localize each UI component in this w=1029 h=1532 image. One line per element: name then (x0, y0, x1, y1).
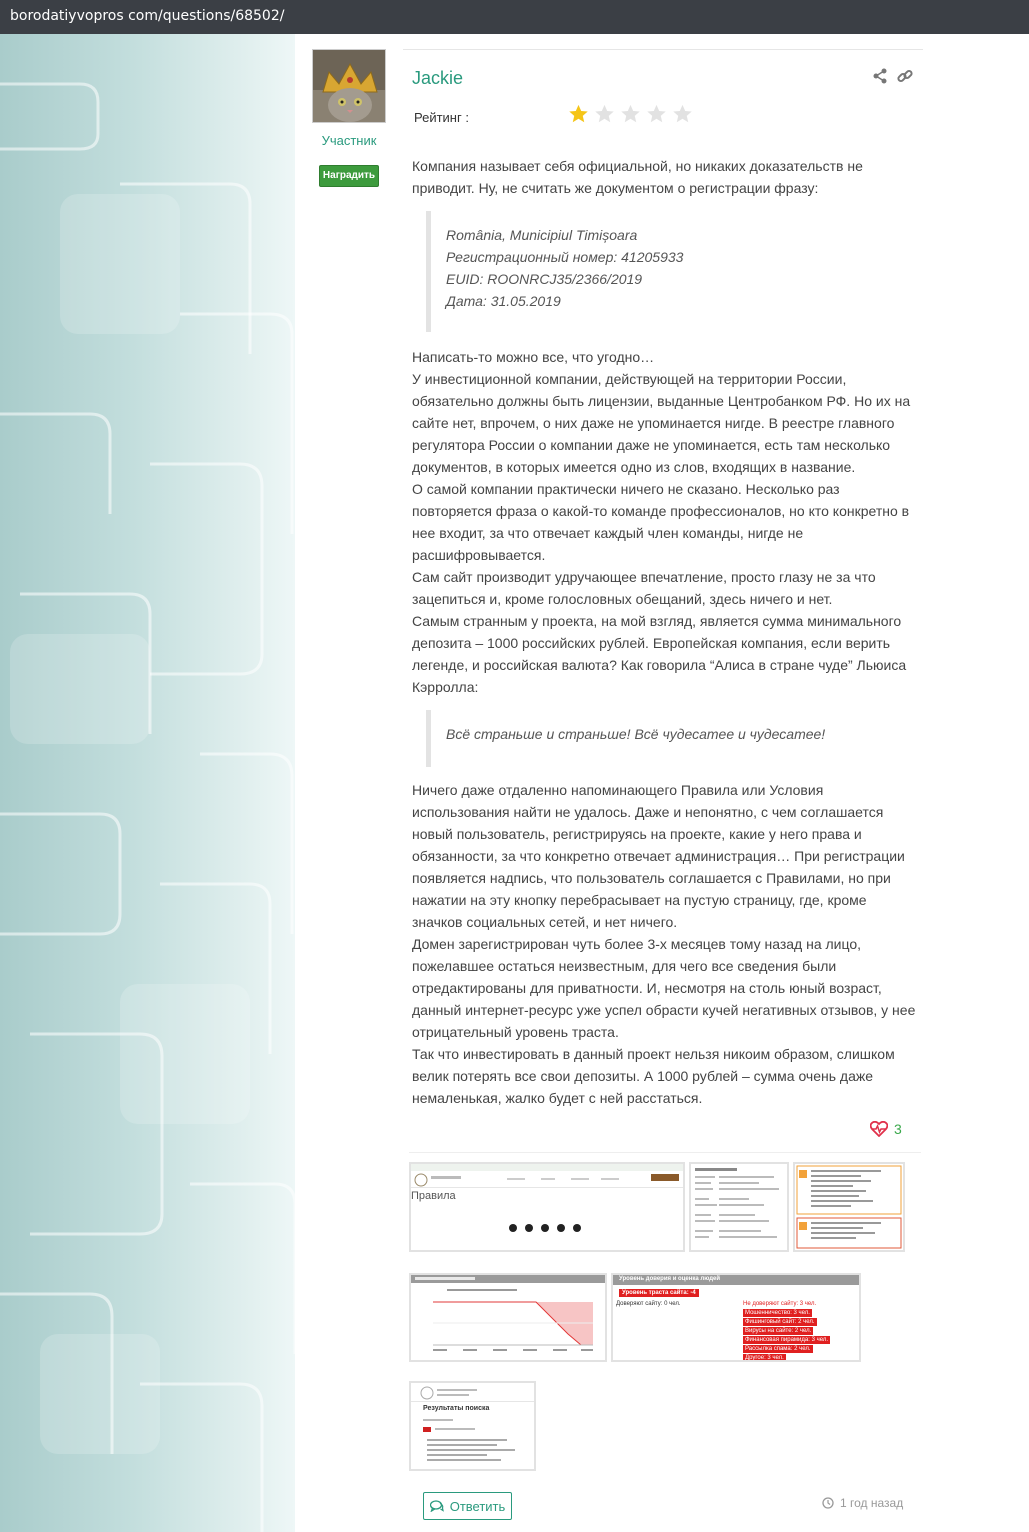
rating-label: Рейтинг : (414, 110, 469, 125)
trust-count: Доверяют сайту: 0 чел. (616, 1301, 681, 1307)
comments-icon (430, 1500, 444, 1512)
star-empty-icon[interactable] (594, 104, 615, 124)
post-body-2 (412, 779, 917, 1109)
paragraph: Самым странным у проекта, на мой взгляд, является сумма минимального депозита – 1000 российских рублей. Европейская компания, если верить легенде, и российская валюта? Как говорила “Алиса в стране чуде” Льюиса Кэрролла: (412, 613, 907, 695)
attachment-thumbnail-4[interactable] (409, 1273, 607, 1362)
background-pattern (0, 34, 295, 1532)
tag: Другое: 3 чел. (745, 1355, 784, 1361)
user-role: Участник (321, 133, 377, 148)
clock-icon (822, 1497, 834, 1509)
thumbnail-title: Уровень доверия и оценка людей (613, 1275, 859, 1285)
post-container (295, 34, 1029, 1532)
divider (403, 49, 923, 50)
tag: Финансовая пирамида: 3 чел. (745, 1337, 829, 1343)
award-button[interactable]: Наградить (319, 165, 379, 187)
quote-line: România, Municipiul Timișoara (446, 227, 638, 243)
heart-pulse-icon (870, 1121, 888, 1137)
tag: Рассылка спама: 2 чел. (745, 1346, 811, 1352)
thumbnail-heading: Результаты поиска (423, 1405, 490, 1412)
post-intro (412, 155, 917, 199)
browser-url-bar[interactable] (0, 0, 1029, 34)
quote-line: Регистрационный номер: 41205933 (446, 249, 684, 265)
paragraph: Ничего даже отдаленно напоминающего Правила или Условия использования найти не удалось. Даже и непонятно, с чем соглашается новый пользователь, регистрируясь на проекте, какие у него права и обязанности, за что конкретно отвечает администрация… При регистрации появляется надпись, что пользователь соглашается с Правилами, но при нажатии на эту кнопку перебрасывает на пустую страницу, где, кроме значков социальных сетей, и нет ничего. (412, 782, 905, 930)
url-text: borodatiyvopros com/questions/68502/ (10, 8, 285, 24)
like-button[interactable] (870, 1121, 902, 1137)
decorative-background (0, 34, 295, 1532)
username-link[interactable]: Jackie (412, 68, 464, 88)
paragraph: У инвестиционной компании, действующей на территории России, обязательно должны быть лицензии, выданные Центробанком РФ. Но их на сайте нет, впрочем, о них даже не упоминается нигде. В реестре главного регулятора России о компании даже не упоминается, есть там несколько документов, в которых имеется одно из слов, входящих в название. (412, 371, 911, 475)
thumbnail-heading: Правила (411, 1190, 456, 1202)
attachment-thumbnail-2[interactable] (689, 1162, 789, 1252)
distrust-count: Не доверяют сайту: 3 чел. (743, 1301, 817, 1307)
share-icon[interactable] (872, 68, 888, 89)
divider (409, 1152, 921, 1153)
quote-line: Дата: 31.05.2019 (446, 293, 561, 309)
tag: Фишинговый сайт: 2 чел. (745, 1319, 815, 1325)
star-empty-icon[interactable] (672, 104, 693, 124)
paragraph: Написать-то можно все, что угодно… (412, 349, 655, 365)
paragraph: Компания называет себя официальной, но никаких доказательств не приводит. Ну, не считать же документом о регистрации фразу: (412, 158, 863, 196)
paragraph: Так что инвестировать в данный проект нельзя никоим образом, слишком велик потерять все свои депозиты. А 1000 рублей – сумма очень даже немаленькая, жалко будет с ней расстаться. (412, 1046, 895, 1106)
time-label: 1 год назад (840, 1496, 904, 1510)
reply-button[interactable] (423, 1492, 512, 1520)
attachment-thumbnail-3[interactable] (793, 1162, 905, 1252)
paragraph: Домен зарегистрирован чуть более 3-х месяцев тому назад на лицо, пожелавшее остаться неизвестным, для чего все сведения были отредактированы для приватности. И, несмотря на столь юный возраст, данный интернет-ресурс уже успел обрасти кучей негативных отзывов, у нее отрицательный уровень траста. (412, 936, 916, 1040)
attachment-thumbnail-6[interactable] (409, 1381, 536, 1471)
distrust-tags (743, 1309, 830, 1362)
paragraph: О самой компании практически ничего не сказано. Несколько раз повторяется фраза о какой-то команде профессионалов, но кто конкретно в нее входит, за что отвечает каждый член команды, нигде не расшифровывается. (412, 481, 910, 563)
avatar[interactable] (312, 49, 386, 123)
blockquote-registration (426, 211, 906, 332)
post-timestamp (822, 1496, 903, 1510)
star-rating[interactable] (568, 104, 693, 124)
tag: Вирусы на сайте: 2 чел. (745, 1328, 812, 1334)
cat-with-crown-avatar (313, 50, 386, 123)
quote-line: EUID: ROONRCJ35/2366/2019 (446, 271, 643, 287)
star-empty-icon[interactable] (646, 104, 667, 124)
quote-line: Всё страньше и страньше! Всё чудесатее и чудесатее! (446, 726, 826, 742)
attachment-thumbnail-5[interactable] (611, 1273, 861, 1362)
post-body-1 (412, 346, 917, 698)
attachment-thumbnail-1[interactable] (409, 1162, 685, 1252)
trust-badge: Уровень траста сайта: -4 (619, 1289, 699, 1297)
link-icon[interactable] (897, 68, 913, 89)
star-empty-icon[interactable] (620, 104, 641, 124)
star-filled-icon[interactable] (568, 104, 589, 124)
paragraph: Сам сайт производит удручающее впечатление, просто глазу не за что зацепиться и, кроме голословных обещаний, здесь ничего и нет. (412, 569, 876, 607)
tag: Мошенничество: 3 чел. (745, 1310, 810, 1316)
reply-label: Ответить (449, 1498, 506, 1514)
like-count: 3 (894, 1121, 902, 1137)
blockquote-alice (426, 710, 906, 767)
